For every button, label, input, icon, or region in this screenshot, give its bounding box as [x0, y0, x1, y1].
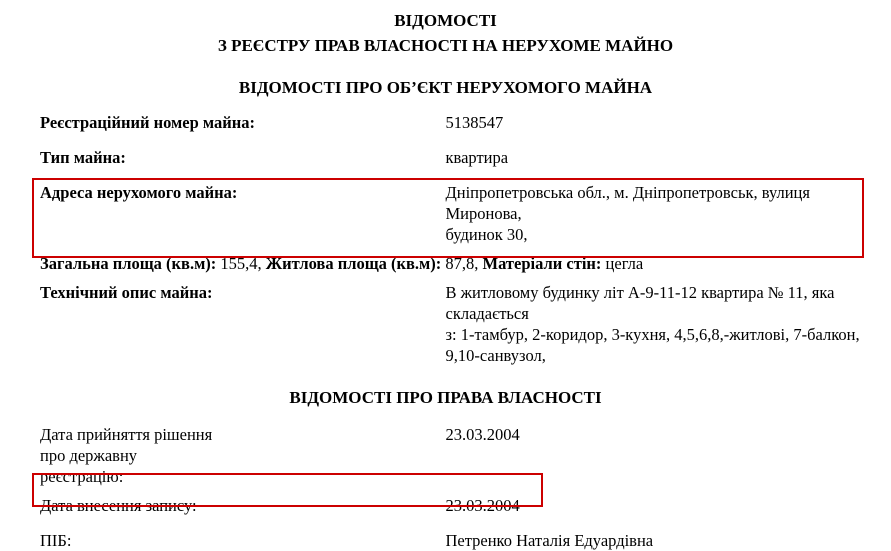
property-type-label: Тип майна:	[0, 147, 446, 168]
object-details-table	[0, 98, 891, 366]
table-row-technical-description	[0, 282, 891, 366]
technical-description-value	[446, 282, 891, 366]
record-date-label: Дата внесення запису:	[0, 495, 446, 516]
total-area-value: 155,4,	[220, 254, 261, 273]
address-value-line-2: будинок 30,	[446, 224, 862, 245]
living-area-value: 87,8,	[445, 254, 478, 273]
technical-description-line-3: 9,10-санвузол,	[446, 345, 862, 366]
table-row-owner	[0, 530, 891, 551]
document-title-line-1: ВІДОМОСТІ	[0, 8, 891, 33]
section-heading-object: ВІДОМОСТІ ПРО ОБ’ЄКТ НЕРУХОМОГО МАЙНА	[0, 78, 891, 98]
address-value	[446, 182, 891, 245]
ownership-details-table	[0, 416, 891, 551]
wall-material-value: цегла	[606, 254, 644, 273]
document-title-line-2: З РЕЄСТРУ ПРАВ ВЛАСНОСТІ НА НЕРУХОМЕ МАЙНО	[0, 33, 891, 58]
address-label	[0, 182, 446, 245]
owner-label: ПІБ:	[0, 530, 446, 551]
owner-value: Петренко Наталія Едуардівна	[446, 530, 891, 551]
decision-date-label-line-1: Дата прийняття рішення	[40, 424, 446, 445]
table-row-registration-number	[0, 112, 891, 133]
decision-date-label	[0, 424, 446, 487]
table-row-record-date	[0, 495, 891, 516]
table-row-decision-date	[0, 424, 891, 487]
decision-date-label-line-2: про державну	[40, 445, 446, 466]
table-row-areas	[0, 253, 891, 274]
decision-date-label-line-3: реєстрацію:	[40, 466, 446, 487]
table-row-property-type	[0, 147, 891, 168]
property-type-value: квартира	[446, 147, 891, 168]
address-value-line-1: Дніпропетровська обл., м. Дніпропетровськ, вулиця Миронова,	[446, 182, 862, 224]
section-heading-ownership: ВІДОМОСТІ ПРО ПРАВА ВЛАСНОСТІ	[0, 388, 891, 408]
technical-description-line-2: з: 1-тамбур, 2-коридор, 3-кухня, 4,5,6,8,-житлові, 7-балкон,	[446, 324, 862, 345]
table-row-address	[0, 182, 891, 245]
registration-number-value: 5138547	[446, 112, 891, 133]
document-title	[0, 0, 891, 58]
technical-description-label: Технічний опис майна:	[0, 282, 446, 366]
total-area-label: Загальна площа (кв.м):	[40, 254, 216, 273]
areas-cell	[0, 253, 891, 274]
record-date-value: 23.03.2004	[446, 495, 891, 516]
decision-date-value: 23.03.2004	[446, 424, 891, 487]
wall-material-label: Матеріали стін:	[483, 254, 602, 273]
living-area-label: Житлова площа (кв.м):	[266, 254, 441, 273]
address-label-text: Адреса нерухомого майна:	[40, 183, 237, 202]
technical-description-line-1: В житловому будинку літ А-9-11-12 квартира № 11, яка складається	[446, 282, 862, 324]
registration-number-label: Реєстраційний номер майна:	[0, 112, 446, 133]
